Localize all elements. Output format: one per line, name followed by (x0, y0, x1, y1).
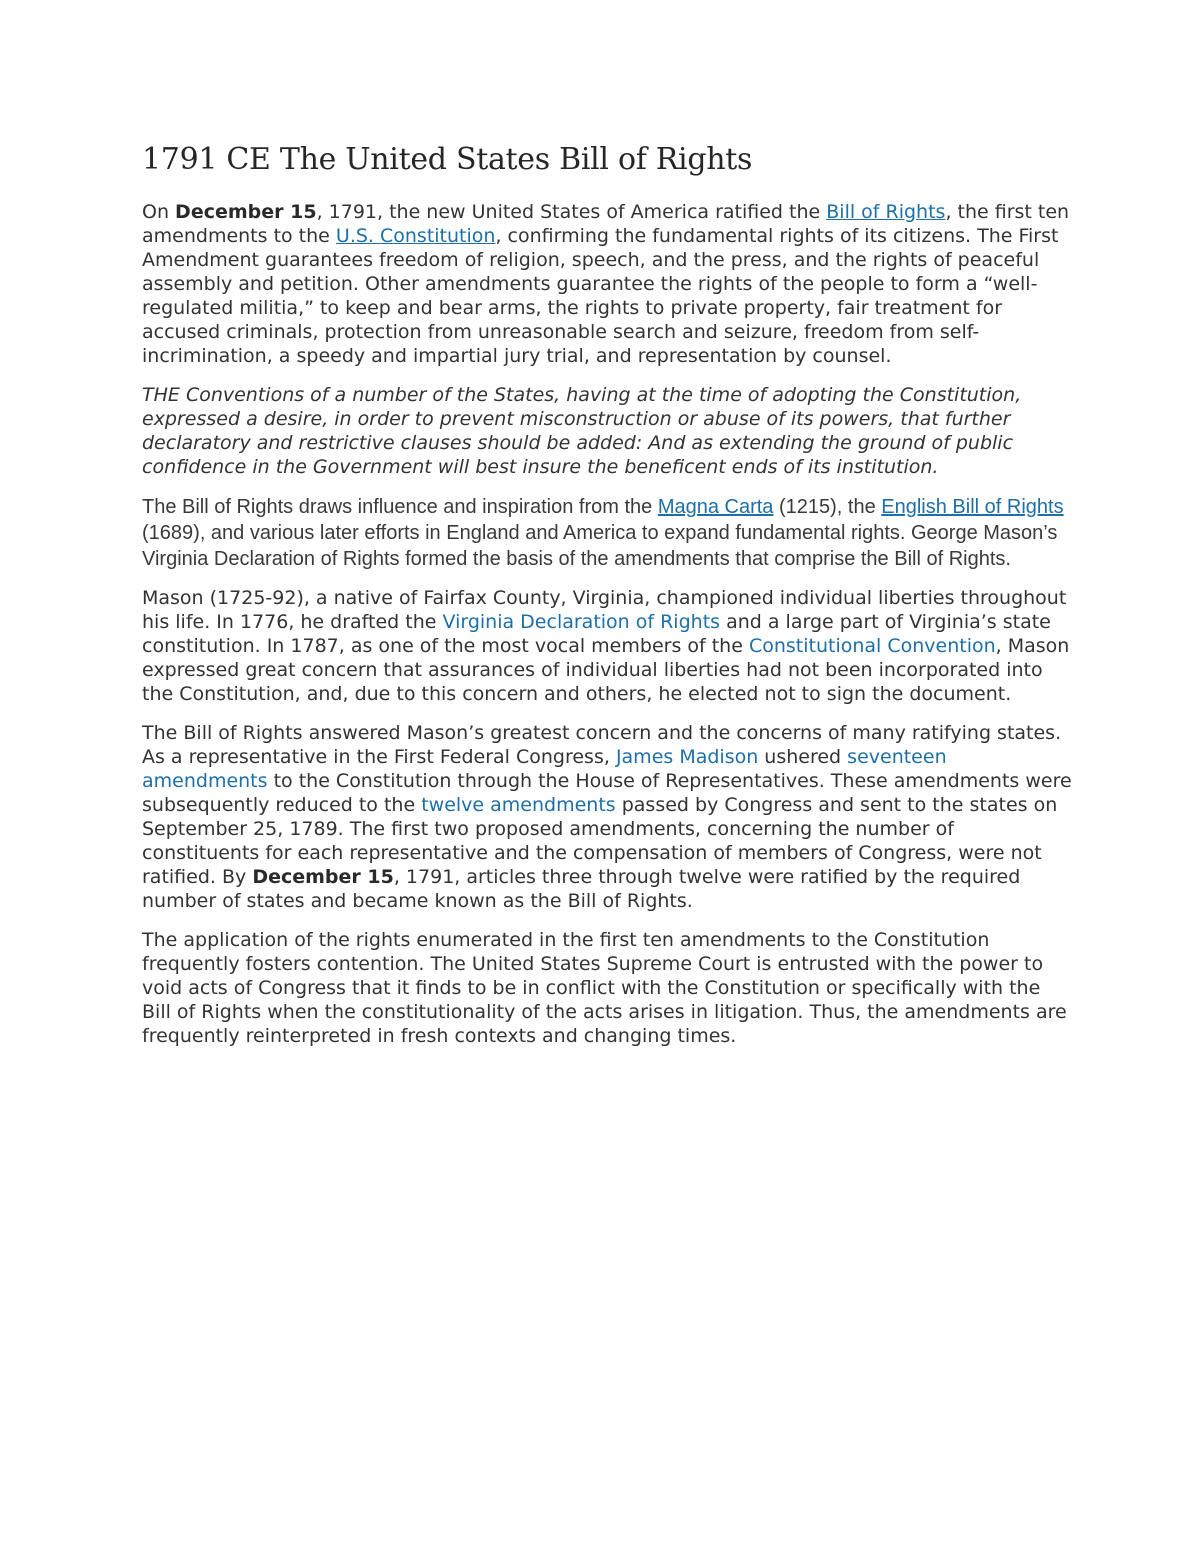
james-madison-link[interactable]: James Madison (615, 746, 759, 768)
intro-text: , 1791, the new United States of America ratified the (316, 201, 827, 223)
preamble-quote: THE Conventions of a number of the States, having at the time of adopting the Constitution, expressed a desire, in order to prevent misconstruction or abuse of its powers, that further declaratory and restrictive clauses should be added: And as extending the ground of public confidence in the Government will best insure the beneficent ends of its institution. (142, 384, 1022, 478)
influence-text: The Bill of Rights draws influence and inspiration from the (142, 496, 658, 518)
mason-text: Mason (1725-92), a native of Fairfax County, Virginia, championed individual liberties throughout his life. In 1776, he drafted the (142, 587, 1067, 633)
twelve-amendments-link[interactable]: twelve amendments (421, 794, 616, 816)
answer-paragraph (142, 721, 1072, 913)
influence-text: (1689), and various later efforts in England and America to expand fundamental rights. George Mason’s Virginia Declaration of Rights formed the basis of the amendments that comprise the Bill of Rights. (142, 522, 1058, 570)
date-highlight: December 15 (175, 201, 317, 223)
english-bill-of-rights-link[interactable]: English Bill of Rights (881, 496, 1064, 518)
virginia-declaration-link[interactable]: Virginia Declaration of Rights (442, 611, 721, 633)
intro-text: , the first ten amendments to the (142, 201, 1070, 247)
answer-text: to the Constitution through the House of Representatives. These amendments were subsequently reduced to the (142, 770, 1072, 816)
mason-text: , Mason expressed great concern that assurances of individual liberties had not been incorporated into the Constitution, and, due to this concern and others, he elected not to sign the document. (142, 635, 1070, 705)
influence-text: (1215), the (773, 496, 882, 518)
intro-paragraph (142, 200, 1072, 368)
answer-text: , 1791, articles three through twelve were ratified by the required number of states and became known as the Bill of Rights. (142, 866, 1021, 912)
answer-text: passed by Congress and sent to the states on September 25, 1789. The first two proposed amendments, concerning the number of constituents for each representative and the compensation of members of Congress, were not ratified. By (142, 794, 1058, 888)
date-highlight: December 15 (252, 866, 394, 888)
mason-paragraph (142, 586, 1072, 706)
us-constitution-link[interactable]: U.S. Constitution (335, 225, 496, 247)
magna-carta-link[interactable]: Magna Carta (657, 496, 774, 518)
seventeen-amendments-link[interactable]: seventeen amendments (142, 746, 947, 792)
application-paragraph: The application of the rights enumerated in the first ten amendments to the Constitution frequently fosters contention. The United States Supreme Court is entrusted with the power to void acts of Congress that it finds to be in conflict with the Constitution or specifically with the Bill of Rights when the constitutionality of the acts arises in litigation. Thus, the amendments are frequently reinterpreted in fresh contexts and changing times. (142, 929, 1067, 1047)
influence-paragraph (142, 494, 1072, 572)
answer-text: ushered (758, 746, 848, 768)
answer-text: The Bill of Rights answered Mason’s greatest concern and the concerns of many ratifying states. As a representative in the First Federal Congress, (142, 722, 1062, 768)
page-title: 1791 CE The United States Bill of Rights (142, 142, 753, 177)
constitutional-convention-link[interactable]: Constitutional Convention (748, 635, 996, 657)
document-page (142, 140, 1072, 1048)
intro-text: On (142, 201, 176, 223)
mason-text: and a large part of Virginia’s state constitution. In 1787, as one of the most vocal members of the (142, 611, 1051, 657)
intro-text: , confirming the fundamental rights of its citizens. The First Amendment guarantees freedom of religion, speech, and the press, and the rights of peaceful assembly and petition. Other amendments guarantee the rights of the people to form a “well-regulated militia,” to keep and bear arms, the rights to private property, fair treatment for accused criminals, protection from unreasonable search and seizure, freedom from self-incrimination, a speedy and impartial jury trial, and representation by counsel. (142, 225, 1059, 367)
bill-of-rights-link[interactable]: Bill of Rights (826, 201, 946, 223)
